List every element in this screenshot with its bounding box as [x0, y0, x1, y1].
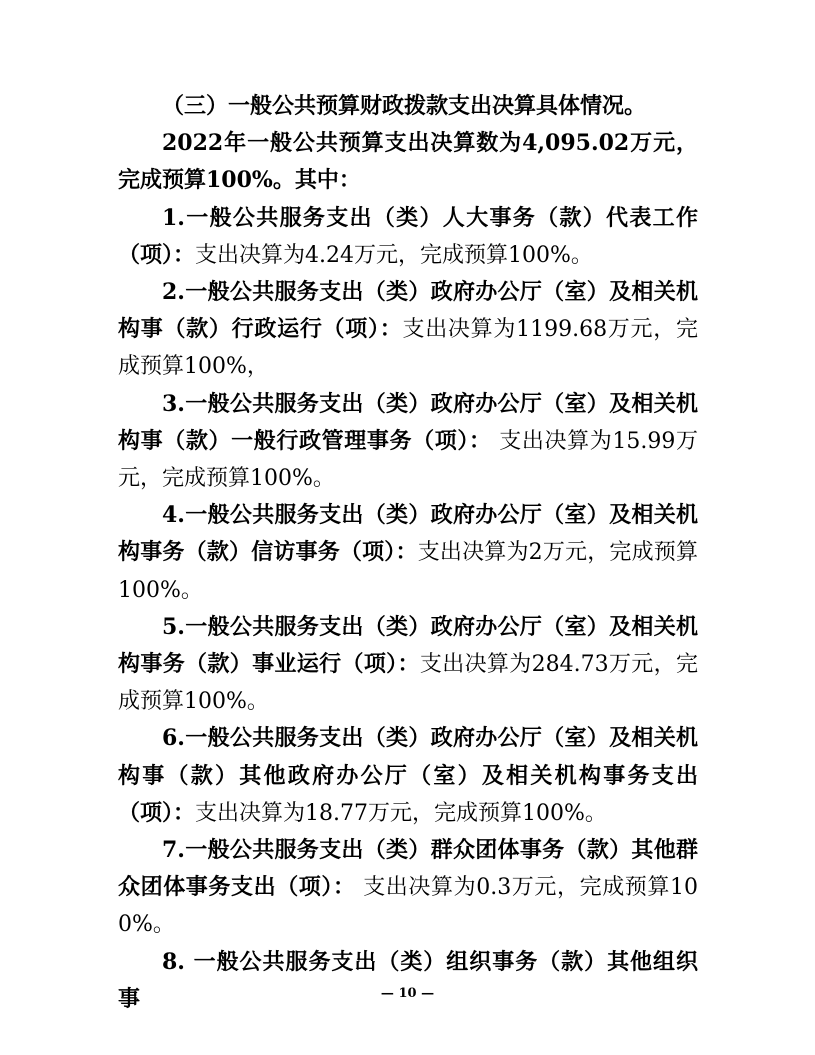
item-8 [118, 944, 698, 1018]
document-body [118, 88, 698, 1018]
item-2-title: 2.一般公共服务支出（类）政府办公厅（室）及相关机构事（款）行政运行（项）： [118, 279, 698, 343]
item-1 [118, 200, 698, 274]
item-2-detail: 支出决算为1199.68万元，完成预算100%， [118, 317, 698, 380]
item-5 [118, 609, 698, 721]
item-3-title: 3.一般公共服务支出（类）政府办公厅（室）及相关机构事（款）一般行政管理事务（项）： [118, 390, 698, 454]
page-number: — 10 — [380, 986, 435, 1001]
item-7 [118, 832, 698, 944]
item-6-title: 6.一般公共服务支出（类）政府办公厅（室）及相关机构事（款）其他政府办公厅（室）及相关机构事务支出（项）： [118, 725, 698, 826]
item-5-detail: 支出决算为284.73万元，完成预算100%。 [118, 652, 698, 715]
item-3 [118, 386, 698, 498]
item-4 [118, 497, 698, 609]
item-3-detail: 支出决算为15.99万元，完成预算100%。 [118, 428, 698, 492]
item-4-title: 4.一般公共服务支出（类）政府办公厅（室）及相关机构事务（款）信访事务（项）： [118, 502, 698, 566]
item-7-detail: 支出决算为0.3万元，完成预算100%。 [118, 875, 698, 938]
item-2 [118, 274, 698, 386]
section-title: （三）一般公共预算财政拨款支出决算具体情况。 [162, 93, 647, 119]
item-1-detail: 支出决算为4.24万元，完成预算100%。 [195, 242, 593, 268]
item-6-detail: 支出决算为18.77万元，完成预算100%。 [195, 800, 607, 826]
item-5-title: 5.一般公共服务支出（类）政府办公厅（室）及相关机构事务（款）事业运行（项）： [118, 613, 698, 678]
item-4-detail: 支出决算为2万元，完成预算100%。 [118, 540, 698, 603]
summary-paragraph: 2022年一般公共预算支出决算数为4,095.02万元，完成预算100%。其中： [118, 130, 698, 194]
item-8-title: 8. 一般公共服务支出（类）组织事务（款）其他组织事 [118, 948, 698, 1012]
item-7-title: 7.一般公共服务支出（类）群众团体事务（款）其他群众团体事务支出（项）： [118, 837, 698, 901]
item-1-title: 1.一般公共服务支出（类）人大事务（款）代表工作（项）： [118, 204, 698, 268]
item-6 [118, 720, 698, 832]
